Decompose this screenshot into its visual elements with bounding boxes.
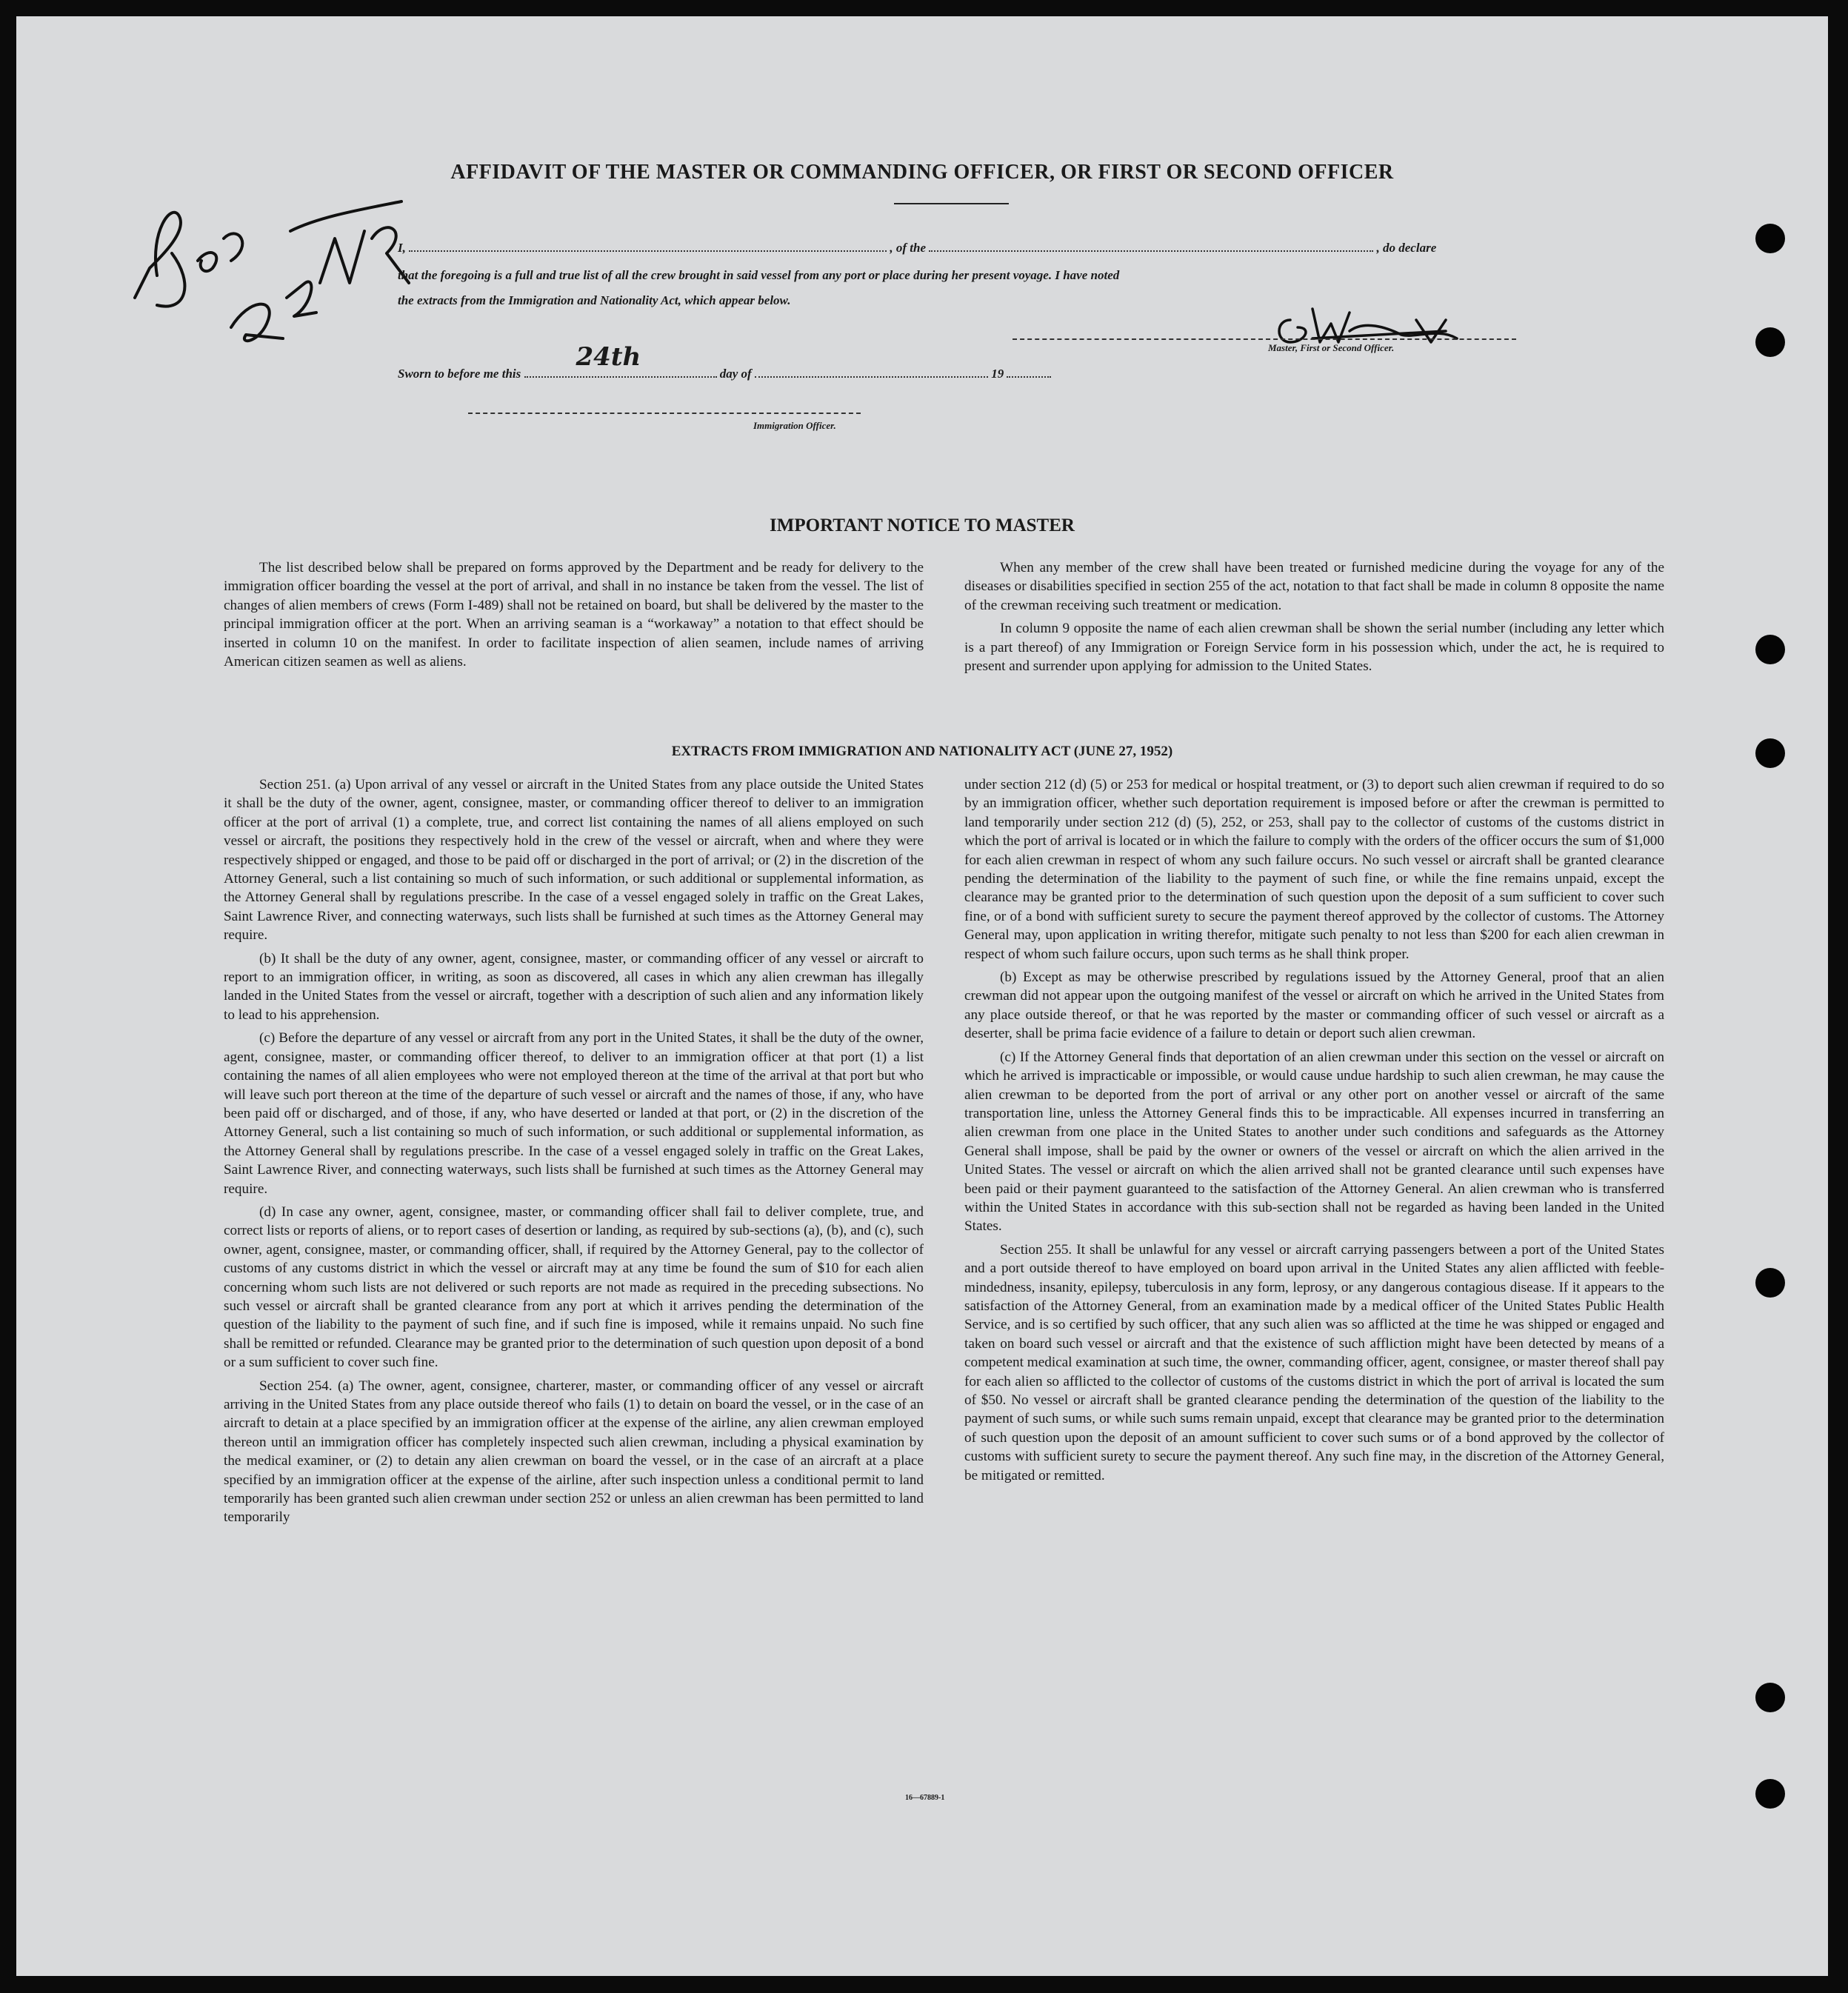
sworn-day-value: 24th [576,342,641,372]
punch-hole [1755,635,1785,664]
section-255: Section 255. It shall be unlawful for any vessel or aircraft carrying passengers between a port of the United States and a port outside thereof to have employed on board upon arrival in the United States any alien afflicted with feeble-mindedness, insanity, epilepsy, tuberculosis in any form, leprosy, or any dangerous contagious disease. If it appears to the satisfaction of the Attorney General, from an examination made by a medical officer of the United States Public Health Service, and is so certified by such officer, that any such alien was so afflicted at the time he was shipped or engaged and taken on board such vessel or aircraft and that the existence of such affliction might have been detected by means of a competent medical examination at such time, the owner, commanding officer, agent, consignee, or master thereof shall pay for each alien so afflicted to the collector of customs of the customs district in which the port of arrival is located the sum of $50. No vessel or aircraft shall be granted clearance pending the determination of the question of the liability to the payment of such sums, or while such sums remain unpaid, except that clearance may be granted prior to the determination of such question upon the deposit of an amount sufficient to cover such sums or of a bond approved by the collector of customs with sufficient surety to secure the payment thereof. Any such fine may, in the discretion of the Attorney General, be mitigated or remitted. [964,1241,1664,1483]
officer-caption: Immigration Officer. [753,420,836,431]
declaration-line-2: that the foregoing is a full and true list of all the crew brought in said vessel from any port or place during her present voyage. I have noted [398,268,1120,282]
section-254-c: (c) If the Attorney General finds that deportation of an alien crewman under this section on the vessel or aircraft on which he arrived is impracticable or impossible, or would cause undue hardship to such alien crewman, he may cause the alien crewman to be deported from the port of arrival or any other port on another vessel or aircraft of the same transportation line, unless the Attorney General finds this to be impracticable. All expenses incurred in transferring an alien crewman from one place in the United States to another under such conditions and safeguards as the Attorney General shall impose, shall be paid by the owner or owners of the vessel or aircraft on which the alien arrived in the United States. The vessel or aircraft on which the alien arrived shall not be granted clearance until such expenses have been paid or their payment guaranteed to the satisfaction of the Attorney General. An alien crewman who is transferred within the United States in accordance with this sub-section shall not be regarded as having been landed in the United States. [964,1049,1664,1235]
notice-title: IMPORTANT NOTICE TO MASTER [770,515,1075,535]
notice-right-paragraph: In column 9 opposite the name of each alien crewman shall be shown the serial number (including any letter which is a part thereof) of any Immigration or Foreign Service form in his possession which, under the act, he is required to present and surrender upon applying for admission to the United States. [964,621,1664,675]
label-day-of: day of [719,367,752,381]
punch-hole [1755,327,1785,357]
declaration-line-1 [398,238,1524,257]
extracts-right-column [964,775,1664,1489]
notice-right-column [964,558,1664,680]
section-251-c: (c) Before the departure of any vessel or aircraft from any port in the United States, it shall be the duty of the owner, agent, consignee, master, or commanding officer thereof, to deliver to an immigration officer at that port (1) a list containing the names of all alien employees who were not employed thereon at the time of the arrival at that port but who will leave such port thereon at the time of the departure of such vessel or aircraft and the names of those, if any, who have been paid off or discharged, and of those, if any, who have deserted or landed at that port, or (2) in the discretion of the Attorney General, such a list containing so much of such information, or such additional or supplemental information, as the Attorney General shall by regulations prescribe. In the case of a vessel engaged solely in traffic on the Great Lakes, Saint Lawrence River, and connecting waterways, such lists shall be furnished at such times as the Attorney General may require. [224,1030,924,1197]
name-field[interactable] [409,238,887,252]
section-254-a-cont: under section 212 (d) (5) or 253 for medical or hospital treatment, or (3) to deport such alien crewman if required to do so by an immigration officer, whether such deportation requirement is imposed before or after the crewman is permitted to land temporarily under section 212 (d) (5), 252, or 253, shall pay to the collector of customs of the customs district in which the port of arrival is located or in which the failure to comply with the orders of the officer occurs the sum of $1,000 for each alien crewman in respect of whom any such failure occurs. No such vessel or aircraft shall be granted clearance pending the determination of the liability to the payment of such fine, or while the fine remains unpaid, except the clearance may be granted prior to the determination of such question upon the deposit of a sum sufficient to cover such fine, or of a bond with sufficient surety to secure the payment thereof approved by the collector of customs. The Attorney General may, upon application in writing therefor, mitigate such penalty to not less than $200 for each alien crewman in respect of whom such failure occurs, upon such terms as he shall think proper. [964,777,1664,962]
label-i: I, [398,241,406,255]
extracts-left-column [224,775,924,1532]
form-number: 16—67889-1 [905,1794,945,1802]
declaration-line-3: the extracts from the Immigration and Nationality Act, which appear below. [398,293,791,307]
sworn-prefix: Sworn to before me this [398,367,521,381]
section-251-b: (b) It shall be the duty of any owner, agent, consignee, master, or commanding officer of any vessel or aircraft to report to an immigration officer, in writing, as soon as discovered, all cases in which any alien crewman has illegally landed in the United States from the vessel or aircraft, together with a description of such alien and any information likely to lead to his apprehension. [224,950,924,1023]
vessel-field[interactable] [929,238,1373,252]
punch-hole [1755,1779,1785,1809]
label-of-the: , of the [890,241,927,255]
label-do-declare: , do declare [1376,241,1437,255]
title-rule [894,203,1009,204]
handwritten-margin-note [127,187,424,379]
sworn-year-field[interactable] [1007,364,1051,378]
section-254-a: Section 254. (a) The owner, agent, consignee, charterer, master, or commanding officer of any vessel or aircraft arriving in the United States from any place outside thereof who fails (1) to detain on board the vessel, or in the case of an aircraft to detain at a place specified by an immigration officer at the expense of the airline, any alien crewman employed thereon until an immigration officer has completely inspected such alien crewman, including a physical examination by the medical examiner, or (2) to detain any alien crewman on board the vessel, or in the case of an aircraft at a place specified by an immigration officer at the expense of the airline, after such inspection unless a conditional permit to land temporarily has been granted such alien crewman under section 252 or unless an alien crewman has been permitted to land temporarily [224,1378,924,1526]
punch-hole [1755,1268,1785,1298]
notice-right-paragraph: When any member of the crew shall have been treated or furnished medicine during the voyage for any of the diseases or disabilities specified in section 255 of the act, notation to that fact shall be made in column 8 opposite the name of the crewman receiving such treatment or medication. [964,560,1664,613]
section-251-d: (d) In case any owner, agent, consignee, master, or commanding officer shall fail to deliver complete, true, and correct lists or reports of aliens, or to report cases of desertion or landing, as required by sub-sections (a), (b), and (c), such owner, agent, consignee, master, or commanding officer, shall, if required by the Attorney General, pay to the collector of customs of any customs district in which the vessel or aircraft may at any time be found the sum of $10 for each alien concerning whom such lists are not delivered or such reports are not made as required in the preceding subsections. No such vessel or aircraft shall be granted clearance from any port at which it arrives pending the determination of the question of the liability to the payment of such fine, and if such fine is imposed, while it remains unpaid. No such fine shall be remitted or refunded. Clearance may be granted prior to the determination of such question upon deposit of a bond or a sum sufficient to cover such fine. [224,1204,924,1371]
notice-left-column [224,558,924,675]
label-year-19: 19 [991,367,1004,381]
signer-caption: Master, First or Second Officer. [1268,342,1395,353]
punch-hole [1755,1683,1785,1712]
document-page [16,16,1828,1976]
section-251-a: Section 251. (a) Upon arrival of any vessel or aircraft in the United States from any place outside the United States it shall be the duty of the owner, agent, consignee, master, or commanding officer thereof to deliver to an immigration officer at the port of arrival (1) a complete, true, and correct list containing the names of all aliens employed on such vessel or aircraft, the positions they respectively hold in the crew of the vessel or aircraft, when and where they were respectively shipped or engaged, and those to be paid off or discharged in the port of arrival; or (2) in the discretion of the Attorney General, such a list containing so much of such information, or such additional or supplemental information, as the Attorney General shall by regulations prescribe. In the case of a vessel engaged solely in traffic on the Great Lakes, Saint Lawrence River, and connecting waterways, such lists shall be furnished at such times as the Attorney General may require. [224,777,924,944]
section-254-b: (b) Except as may be otherwise prescribed by regulations issued by the Attorney General, proof that an alien crewman did not appear upon the outgoing manifest of the vessel or aircraft on which he arrived in the United States from any place outside thereof, or that he was reported by the master or commanding officer of such vessel or aircraft as a deserter, shall be prima facie evidence of a failure to detain or deport such alien crewman. [964,969,1664,1042]
punch-hole [1755,224,1785,253]
extracts-title: EXTRACTS FROM IMMIGRATION AND NATIONALITY ACT (JUNE 27, 1952) [671,744,1173,759]
affidavit-title: AFFIDAVIT OF THE MASTER OR COMMANDING OFFICER, OR FIRST OR SECOND OFFICER [450,161,1394,184]
immigration-officer-line[interactable] [468,413,861,414]
notice-left-paragraph: The list described below shall be prepared on forms approved by the Department and be ready for delivery to the immigration officer boarding the vessel at the port of arrival, and shall in no instance be taken from the vessel. The list of changes of alien members of crews (Form I-489) shall not be retained on board, but shall be delivered by the master to the principal immigration officer at the port. When an arriving seaman is a “workaway” a notation to that effect should be inserted in column 10 on the manifest. In order to facilitate inspection of alien seamen, include names of arriving American citizen seamen as well as aliens. [224,560,924,670]
sworn-month-field[interactable] [755,364,988,378]
signature-line[interactable] [1013,338,1516,340]
sworn-day-field[interactable] [524,342,717,378]
